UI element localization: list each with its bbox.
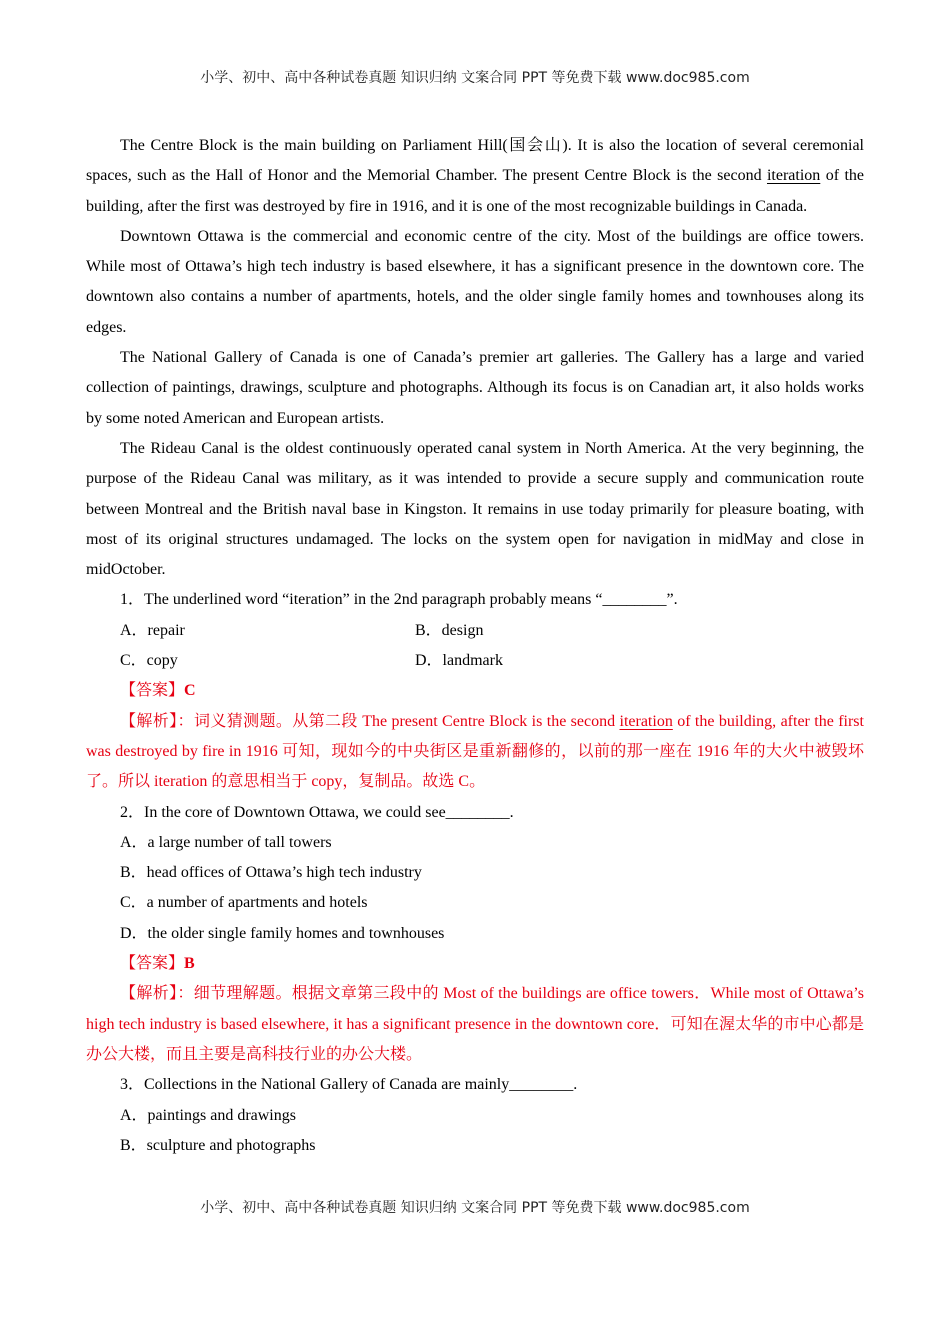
passage-paragraph-3: The National Gallery of Canada is one of Canada’s premier art galleries. The Gallery has a large and varied collection of paintings, drawings, sculpture and photographs. Although its focus is on Canadian art, it also holds works by some noted American and European artists. (86, 349, 864, 427)
underlined-word: iteration (766, 167, 821, 185)
option-a: A．a large number of tall towers (120, 833, 332, 851)
question-2-analysis (86, 979, 864, 1070)
page-header: 小学、初中、高中各种试卷真题 知识归纳 文案合同 PPT 等免费下载 www.doc985.com (200, 70, 750, 86)
question-1-options-cd (86, 646, 864, 676)
text: 词义猜测题。从第二段 The present Centre Block is the second (193, 712, 620, 730)
question-3-stem: 3．Collections in the National Gallery of Canada are mainly________. (120, 1076, 578, 1094)
option-d: D．the older single family homes and townhouses (120, 924, 445, 942)
question-1-stem: 1．The underlined word “iteration” in the 2nd paragraph probably means “________”. (120, 591, 678, 609)
answer-label: 【答案】 (120, 955, 185, 973)
page-footer: 小学、初中、高中各种试卷真题 知识归纳 文案合同 PPT 等免费下载 www.doc985.com (200, 1200, 750, 1216)
answer-value: C (184, 682, 196, 700)
question-1-answer (86, 676, 864, 706)
option-b: B．head offices of Ottawa’s high tech industry (120, 864, 422, 882)
analysis-label: 【解析】： (120, 712, 194, 730)
passage-paragraph-4: The Rideau Canal is the oldest continuously operated canal system in North America. At the very beginning, the purpose of the Rideau Canal was military, as it was intended to provide a secure supply and communication route between Montreal and the British naval base in Kingston. It remains in use today primarily for pleasure boating, with most of its original structures undamaged. The locks on the system open for navigation in midMay and close in midOctober. (86, 439, 864, 579)
answer-label: 【答案】 (120, 682, 185, 700)
question-2-stem: 2．In the core of Downtown Ottawa, we could see________. (120, 803, 514, 821)
question-1-analysis (86, 707, 864, 798)
text: of the building, after the first was destroyed by fire in 1916 可知，现如今的中央街区是重新翻修的，以前的那一座在 1916 年的大火中被毁坏了。所以 iteration 的意思相当于 copy，复制品。故选 C。 (86, 712, 864, 791)
passage-paragraph-1 (86, 131, 864, 222)
option-c: C．copy (120, 652, 178, 670)
option-c: C．a number of apartments and hotels (120, 894, 368, 912)
text: 细节理解题。根据文章第三段中的 Most of the buildings are office towers．While most of Ottawa’s high tech industry is based elsewhere, it has a significant presence in the downtown core．可知在渥太华的市中心都是办公大楼，而且主要是高科技行业的办公大楼。 (86, 985, 864, 1063)
document-body (86, 131, 864, 1161)
option-a: A．repair (120, 621, 185, 639)
option-b: B．design (415, 621, 484, 639)
underlined-word: iteration (619, 712, 673, 730)
question-2-answer (86, 949, 864, 979)
option-b: B．sculpture and photographs (120, 1136, 316, 1154)
question-1-options-ab (86, 616, 864, 646)
answer-value: B (184, 955, 195, 973)
passage-paragraph-2: Downtown Ottawa is the commercial and economic centre of the city. Most of the buildings are office towers. While most of Ottawa’s high tech industry is based elsewhere, it has a significant presence in the downtown core. The downtown also contains a number of apartments, hotels, and the older single family homes and townhouses along its edges. (86, 227, 864, 336)
option-a: A．paintings and drawings (120, 1106, 296, 1124)
text: of the building, after the first was destroyed by fire in 1916, and it is one of the most recognizable buildings in Canada. (86, 167, 864, 215)
analysis-label: 【解析】： (120, 985, 194, 1003)
text: The Centre Block is the main building on Parliament Hill(国会山). It is also the location of several ceremonial spaces, such as the Hall of Honor and the Memorial Chamber. The present Centre Block is the second (86, 137, 864, 185)
option-d: D．landmark (415, 652, 503, 670)
